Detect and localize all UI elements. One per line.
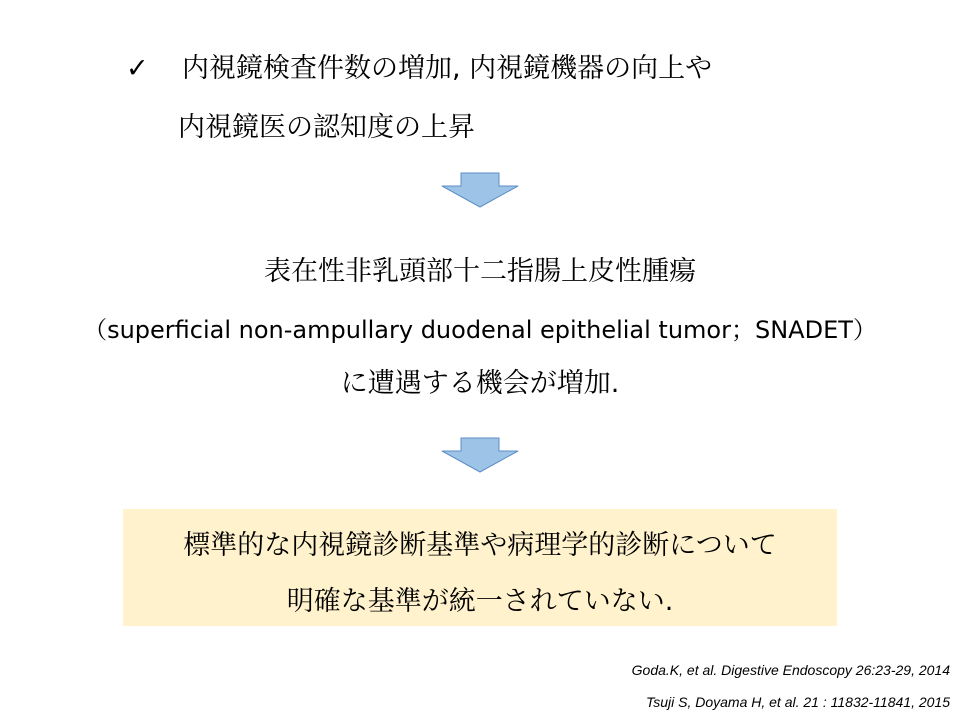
bullet-line-2: 内視鏡医の認知度の上昇: [178, 112, 475, 143]
reference-1: Goda.K, et al. Digestive Endoscopy 26:23-29, 2014: [631, 662, 950, 678]
reference-2: Tsuji S, Doyama H, et al. 21 : 11832-11841, 2015: [645, 694, 950, 710]
box-line-2: 明確な基準が統一されていない.: [286, 586, 674, 617]
middle-line-1: 表在性非乳頭部十二指腸上皮性腫瘍: [264, 256, 696, 287]
down-arrow-icon: [440, 172, 520, 208]
box-line-1: 標準的な内視鏡診断基準や病理学的診断について: [183, 530, 777, 561]
check-mark-icon: ✓: [126, 53, 149, 84]
bullet-line-1: 内視鏡検査件数の増加, 内視鏡機器の向上や: [182, 53, 713, 84]
down-arrow-icon: [440, 437, 520, 473]
middle-line-2: （superficial non-ampullary duodenal epithelial tumor；SNADET）: [83, 316, 877, 344]
highlight-box: [123, 509, 837, 626]
middle-line-3: に遭遇する機会が増加.: [340, 368, 620, 399]
